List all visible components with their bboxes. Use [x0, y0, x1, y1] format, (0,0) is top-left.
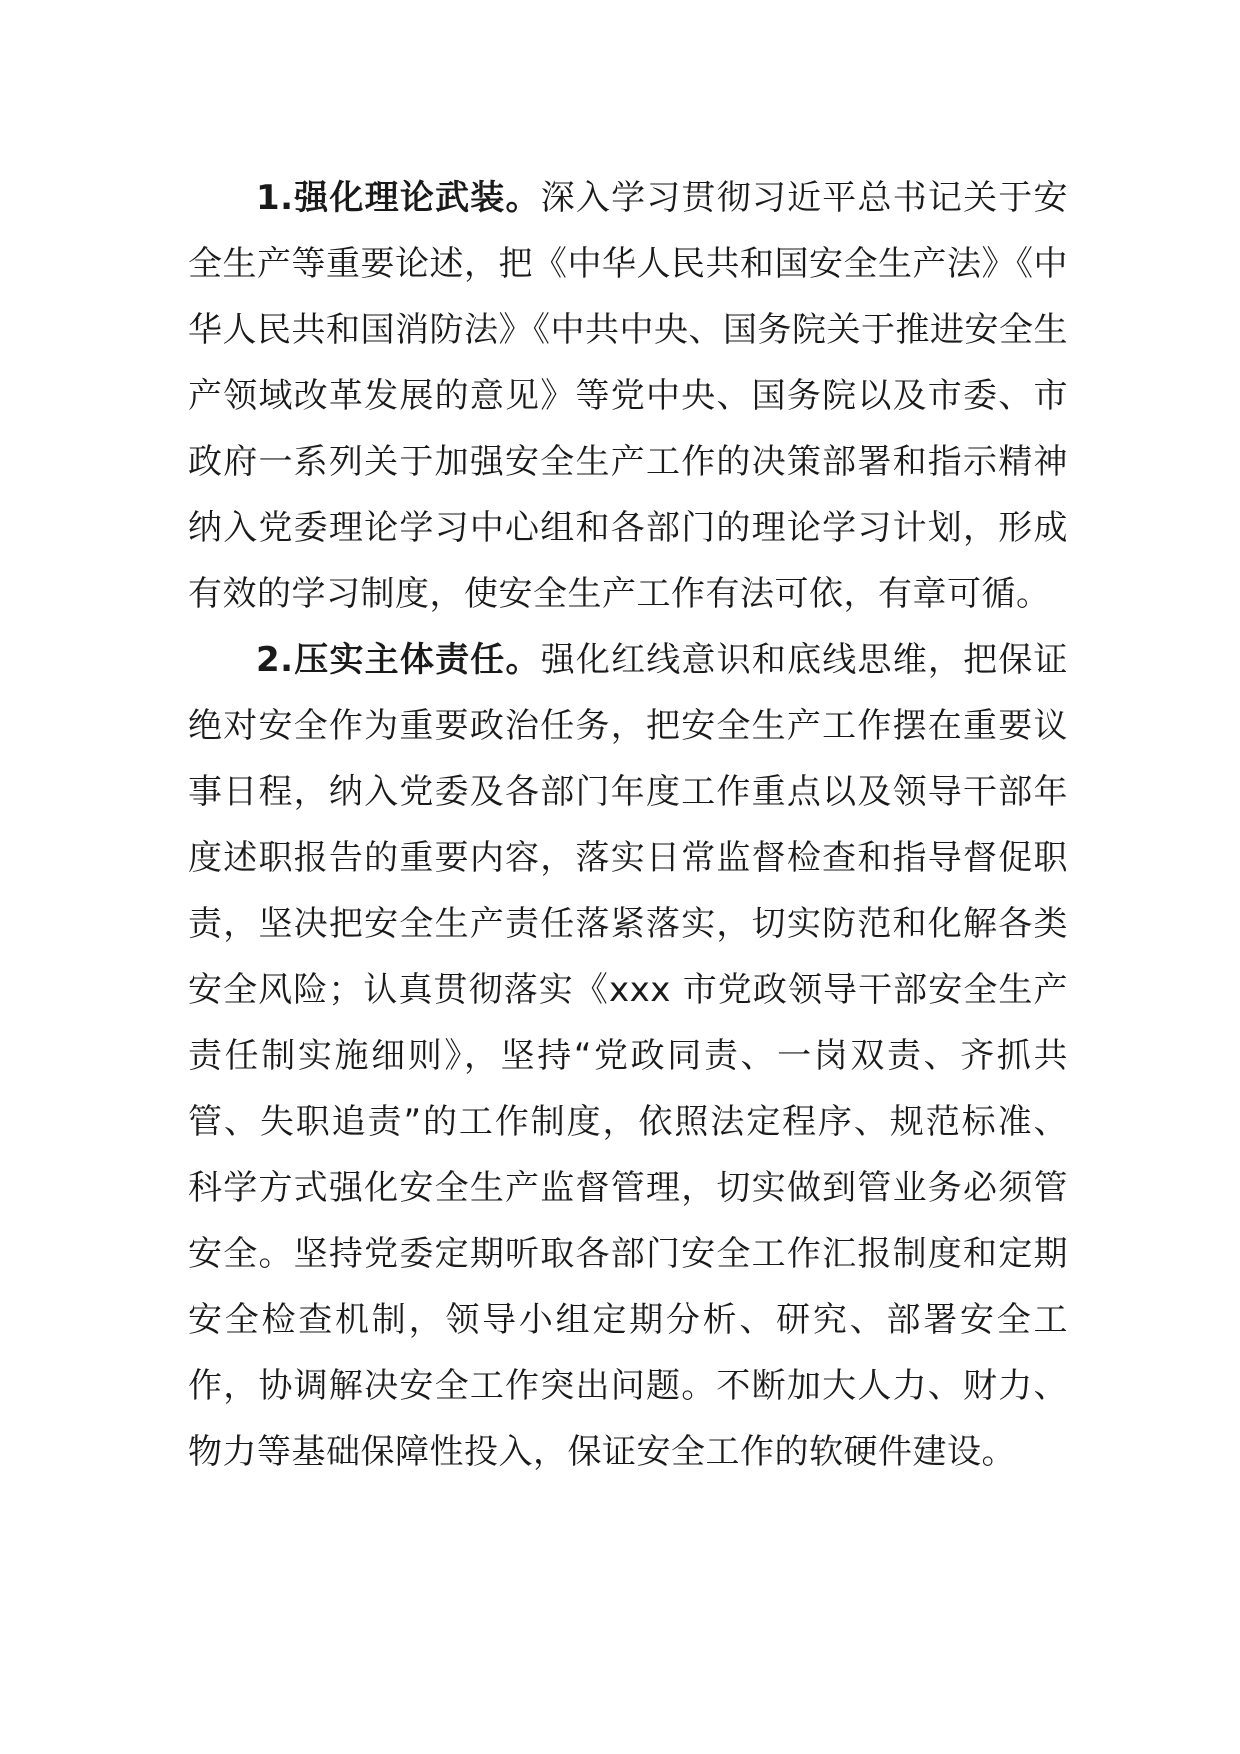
- paragraph-heading: 1.强化理论武装。: [256, 178, 541, 218]
- paragraph-text: 深入学习贯彻习近平总书记关于安全生产等重要论述，把《中华人民共和国安全生产法》《中华人民共和国消防法》《中共中央、国务院关于推进安全生产领域改革发展的意见》等党中央、国务院以及市委、市政府一系列关于加强安全生产工作的决策部署和指示精神纳入党委理论学习中心组和各部门的理论学习计划，形成有效的学习制度，使安全生产工作有法可依，有章可循。: [188, 178, 1069, 614]
- paragraph-heading: 2.压实主体责任。: [256, 640, 541, 680]
- paragraph-text: 强化红线意识和底线思维，把保证绝对安全作为重要政治任务，把安全生产工作摆在重要议事日程，纳入党委及各部门年度工作重点以及领导干部年度述职报告的重要内容，落实日常监督检查和指导督促职责，坚决把安全生产责任落紧落实，切实防范和化解各类安全风险；认真贯彻落实《xxx 市党政领导干部安全生产责任制实施细则》，坚持“党政同责、一岗双责、齐抓共管、失职追责”的工作制度，依照法定程序、规范标准、科学方式强化安全生产监督管理，切实做到管业务必须管安全。坚持党委定期听取各部门安全工作汇报制度和定期安全检查机制，领导小组定期分析、研究、部署安全工作，协调解决安全工作突出问题。不断加大人力、财力、物力等基础保障性投入，保证安全工作的软硬件建设。: [188, 640, 1069, 1472]
- document-body: [188, 165, 1068, 1485]
- paragraph-theory-study: [188, 165, 1068, 627]
- paragraph-responsibility: [188, 627, 1068, 1485]
